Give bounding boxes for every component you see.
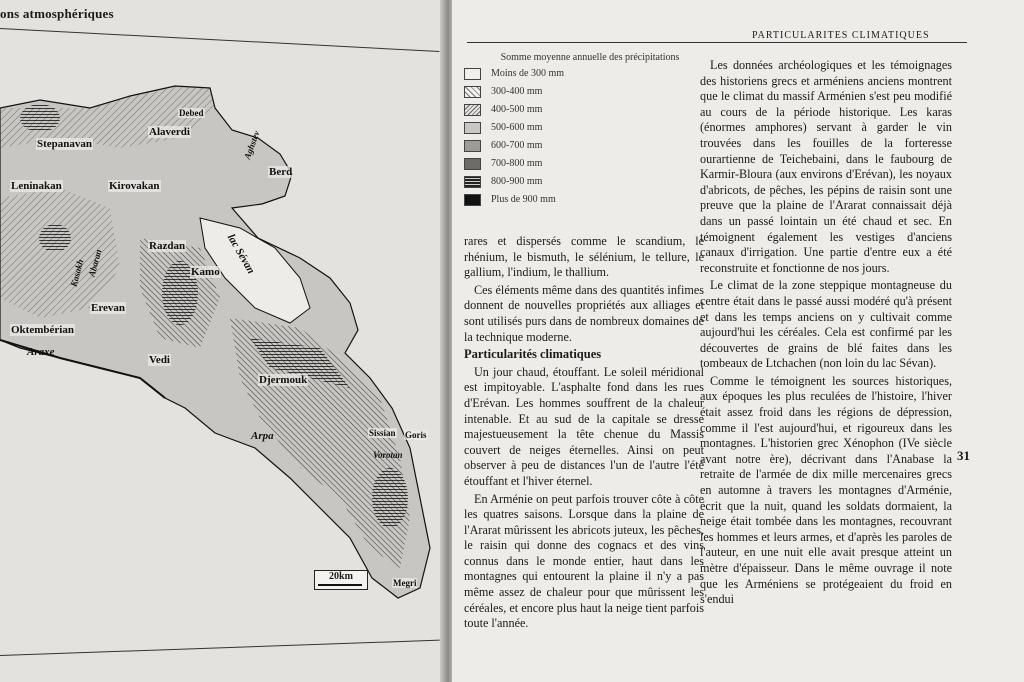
legend-item xyxy=(464,156,692,171)
scale-bar xyxy=(318,584,362,586)
map-label-berd: Berd xyxy=(269,166,293,178)
map-label-vorotan: Vorotan xyxy=(373,450,403,460)
legend-label: 800-900 mm xyxy=(491,176,543,187)
map-label-razdan: Razdan xyxy=(149,240,186,252)
paragraph: Ces éléments même dans des quantités infimes donnent de nouvelles propriétés aux alliages et sont utilisés purs dans de nombreux domaines de la technique moderne. xyxy=(464,282,704,344)
legend-item xyxy=(464,192,692,207)
map-scale xyxy=(314,570,368,590)
paragraph: En Arménie on peut parfois trouver côte à côte les quatres saisons. Lorsque dans la plaine de l'Ararat mûrissent les abricots juteux, les pêches, le raisin qui donne des cognacs et des vins connus dans le monde entier, haut dans les montagnes qui entourent la plaine il n'y a pas même assez de chaleur pour que mûrissent les céréales, et encore plus haut la neige tient parfois toute l'année. xyxy=(464,491,704,631)
armenia-map-svg xyxy=(0,78,434,618)
map-label-aghstev: Aghstev xyxy=(242,129,262,161)
text-column-right xyxy=(700,58,952,610)
left-header-rule xyxy=(0,28,439,52)
right-page xyxy=(452,0,1024,682)
legend-swatch xyxy=(464,86,481,98)
legend-item xyxy=(464,138,692,153)
zone-max-2 xyxy=(39,224,71,252)
paragraph: Un jour chaud, étouffant. Le soleil méridional est impitoyable. L'asphalte fond dans les rues d'Erévan. Les hommes souffrent de la chaleur intenable. Et au sud de la capitale se dresse majestueusement la tête chenue du Massis couvert de neiges éternelles. Ainsi on peut observer à peu de distances l'un de l'autre l'été étouffant et l'hiver éternel. xyxy=(464,364,704,488)
legend-label: 700-800 mm xyxy=(491,158,543,169)
legend-item xyxy=(464,84,692,99)
map-label-erevan: Erevan xyxy=(91,302,126,314)
zone-max-5 xyxy=(372,468,408,528)
text-column-left xyxy=(464,234,704,634)
map-label-stepanavan: Stepanavan xyxy=(37,138,93,150)
legend-swatch xyxy=(464,104,481,116)
paragraph: Les données archéologiques et les témoignages des historiens grecs et arméniens anciens montrent que le climat du massif Arménien s'est peu modifié au cours de la période historique. Les karas (énormes amphores) servant à garder le vin trouvées dans les fouilles de la forteresse ourartienne de Teichebaini, dans le faubourg de Karmir-Bloura (aux environs d'Erévan), les noyaux d'abricots, de pêches, les pépins de raisin sont une preuve que la plaine de l'Ararat connaissait déjà dans un passé lointain un été chaud et sec. En témoignent également les vestiges d'anciens canaux d'irrigation. Une partie d'entre eux a été reconstruite et fonctionne de nos jours. xyxy=(700,58,952,275)
map-label-vedi: Vedi xyxy=(149,354,170,366)
map-label-abaran: Abaran xyxy=(86,248,104,278)
scale-label: 20km xyxy=(329,571,353,582)
legend-label: Plus de 900 mm xyxy=(491,194,556,205)
legend-swatch xyxy=(464,158,481,170)
left-bottom-rule xyxy=(0,640,440,656)
legend-swatch xyxy=(464,122,481,134)
map-label-araxe: Araxe xyxy=(27,346,55,358)
paragraph: Comme le témoignent les sources historiques, aux époques les plus reculées de l'histoire, l'hiver était assez froid dans les régions de dépression, comme il l'est aujourd'hui, et rigoureux dans les montagnes. L'historien grec Xénophon (IVe siècle avant notre ère), décrivant dans l'Anabase la retraite de l'armée de dix mille mercenaires grecs en automne à travers les montagnes d'Arménie, écrit que la nuit, quand les soldats dormaient, la neige était tombée dans les montagnes, recouvrant les hommes et leurs armes, et d'après les paroles de l'auteur, en une nuit elle avait presque atteint un mètre d'épaisseur. Dans le même ouvrage il note que les Arméniens se protégeaient du froid en s'endui xyxy=(700,373,952,607)
legend-label: 400-500 mm xyxy=(491,104,543,115)
map-label-leninakan: Leninakan xyxy=(11,180,62,192)
map-label-kirovakan: Kirovakan xyxy=(109,180,160,192)
legend-label: 500-600 mm xyxy=(491,122,543,133)
precipitation-legend xyxy=(464,52,692,207)
map-label-alaverdi: Alaverdi xyxy=(149,126,190,138)
zone-max-3 xyxy=(20,104,60,132)
map-label-goris: Goris xyxy=(405,430,427,440)
legend-item xyxy=(464,66,692,81)
legend-item xyxy=(464,174,692,189)
map-label-sissian: Sissian xyxy=(369,428,396,438)
right-running-header: PARTICULARITES CLIMATIQUES xyxy=(752,30,930,41)
map-label-lake-sevan: lac Sévan xyxy=(224,232,257,276)
map-label-oktemberian: Oktembérian xyxy=(11,324,74,336)
left-running-header: ons atmosphériques xyxy=(0,6,114,21)
map-label-debed: Debed xyxy=(179,108,204,118)
map-label-djermouk: Djermouk xyxy=(259,374,308,386)
precipitation-map xyxy=(0,78,434,618)
legend-item xyxy=(464,120,692,135)
right-header-rule xyxy=(467,42,967,43)
map-label-arpa: Arpa xyxy=(251,430,274,442)
legend-swatch xyxy=(464,140,481,152)
legend-swatch xyxy=(464,176,481,188)
legend-title: Somme moyenne annuelle des précipitations xyxy=(500,52,680,63)
legend-swatch xyxy=(464,68,481,80)
paragraph: Le climat de la zone steppique montagneuse du centre était dans le passé aussi modéré qu'à présent et dans les temps anciens on y cultivait comme aujourd'hui les céréales. Cela est confirmé par les découvertes de grains de blé faites dans les tombeaux de Ltchachen (non loin du lac Sévan). xyxy=(700,278,952,371)
map-label-kasakh: Kasakh xyxy=(68,258,86,288)
legend-item xyxy=(464,102,692,117)
section-heading: Particularités climatiques xyxy=(464,347,602,362)
left-page xyxy=(0,0,446,682)
legend-label: 300-400 mm xyxy=(491,86,543,97)
map-label-kamo: Kamo xyxy=(191,266,220,278)
legend-label: 600-700 mm xyxy=(491,140,543,151)
legend-label: Moins de 300 mm xyxy=(491,68,565,79)
paragraph: rares et dispersés comme le scandium, le rhénium, le bismuth, le sélénium, le tellure, le gallium, l'indium, le thallium. xyxy=(464,234,704,280)
map-label-megri: Megri xyxy=(393,578,417,588)
page-number: 31 xyxy=(957,448,970,463)
legend-swatch xyxy=(464,194,481,206)
